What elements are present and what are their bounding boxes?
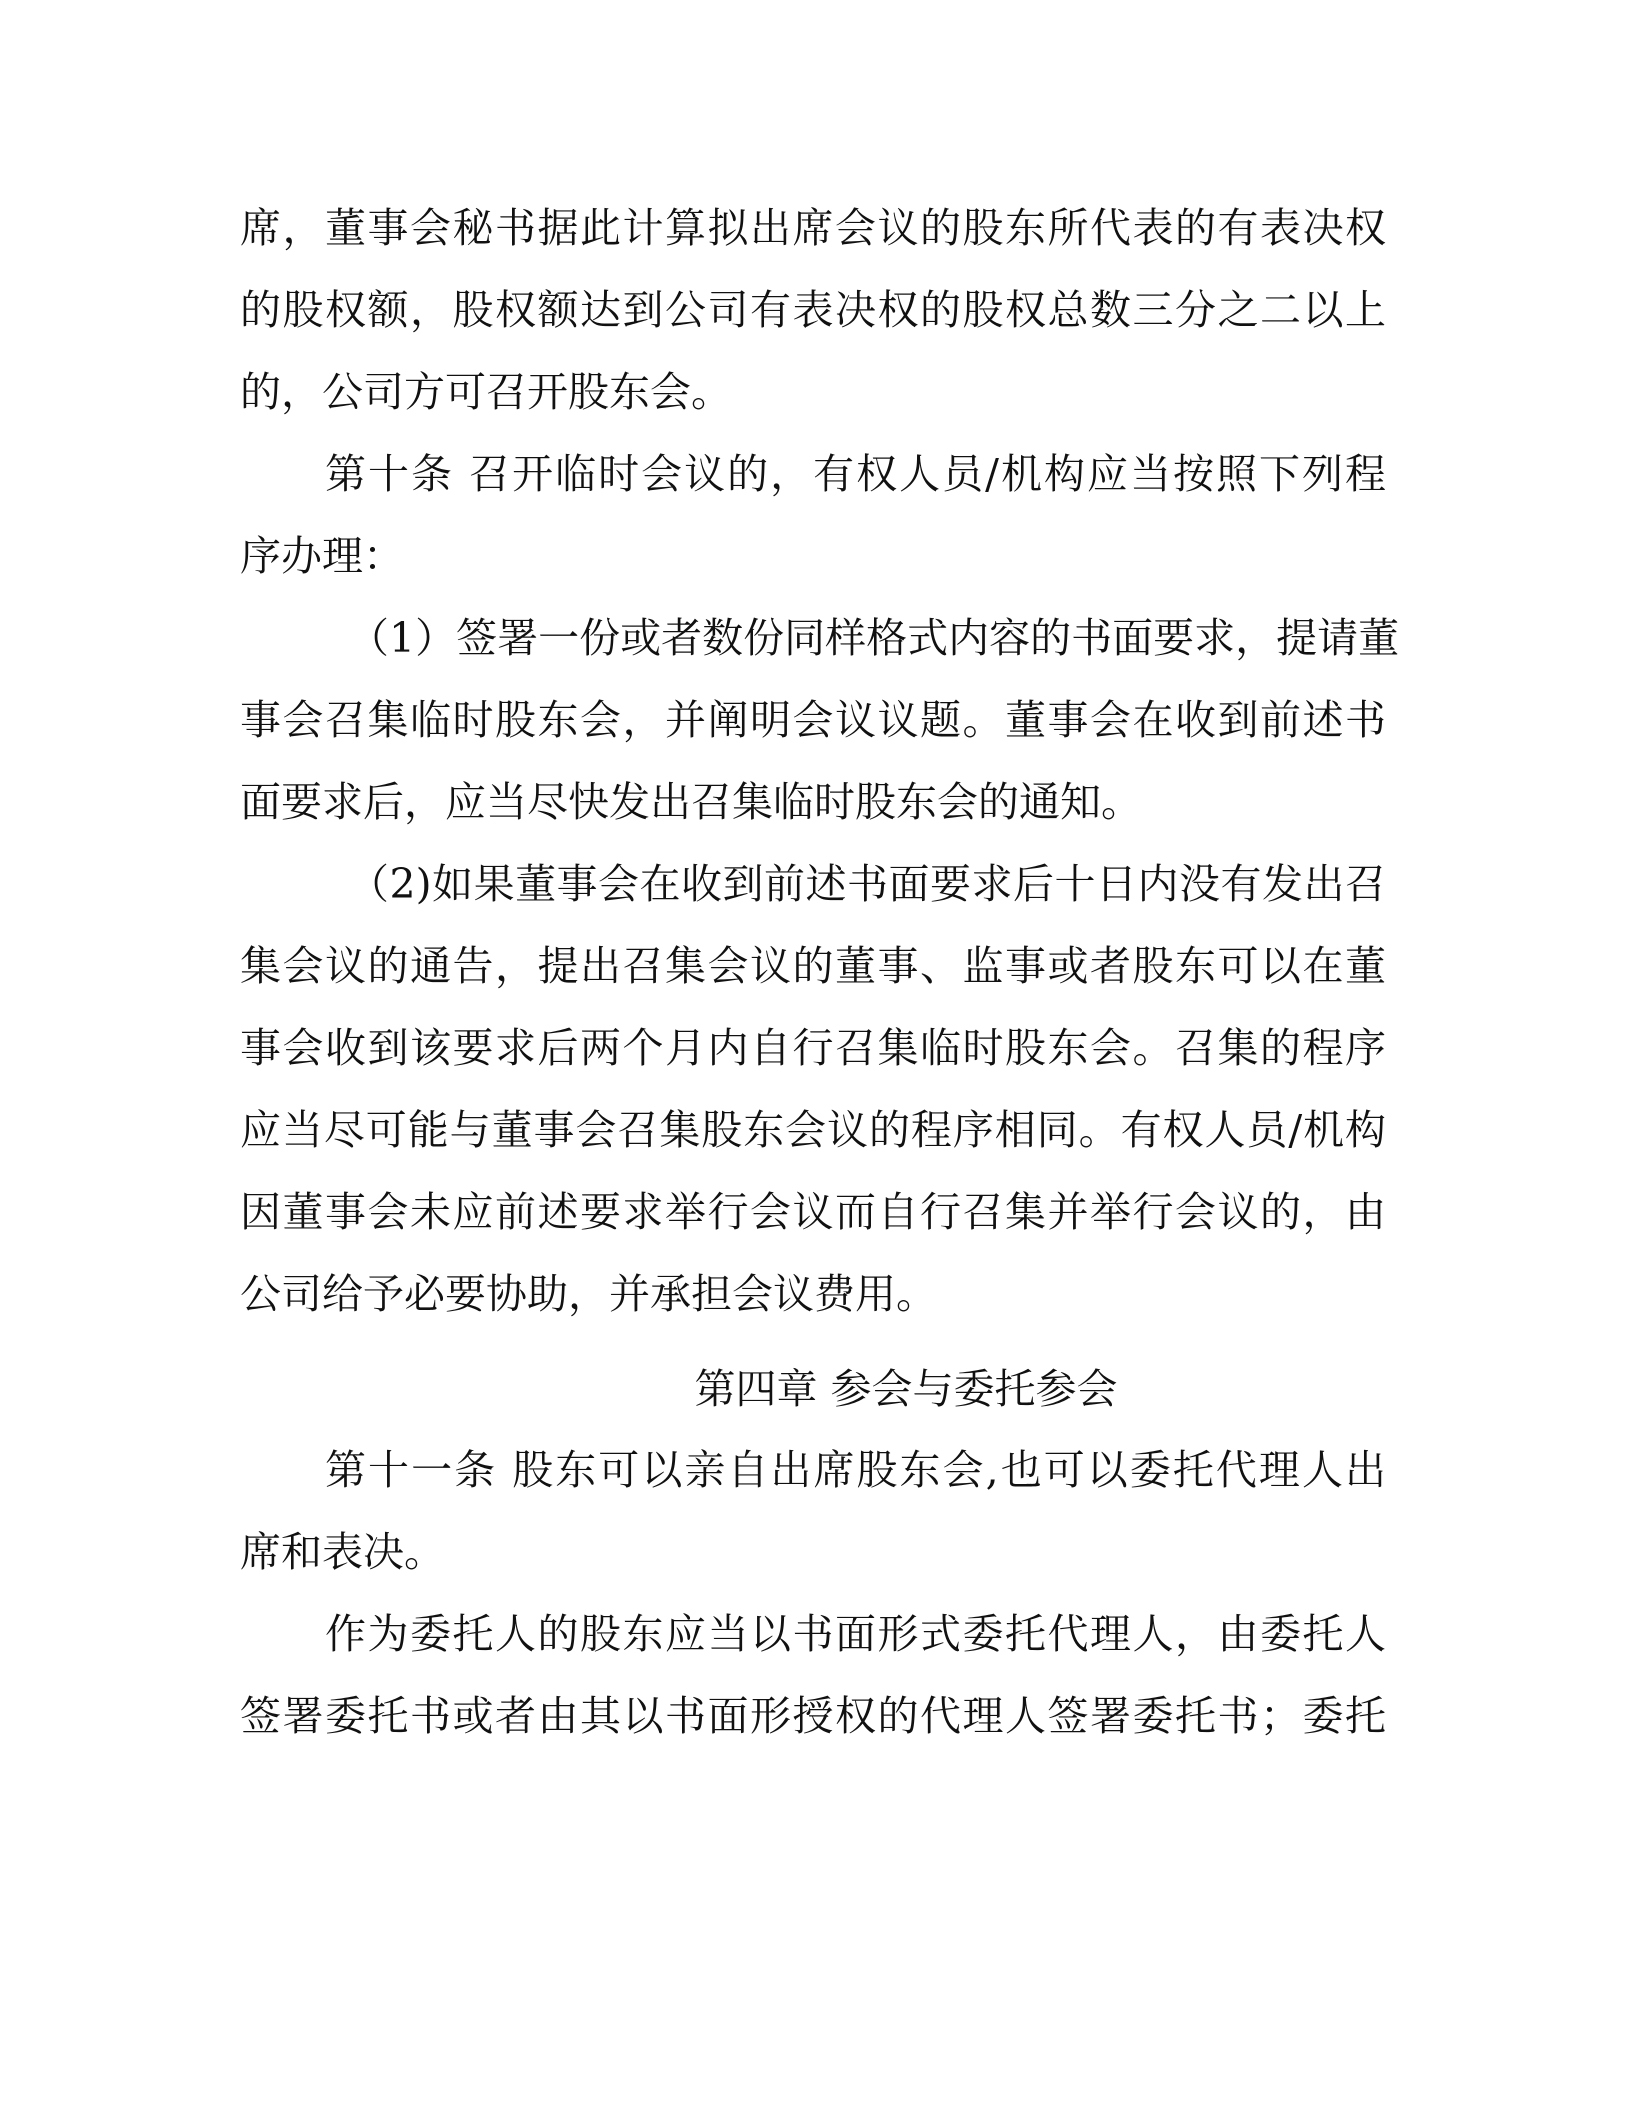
paragraph-line: 面要求后，应当尽快发出召集临时股东会的通知。 [240,778,1142,826]
paragraph-line: 事会召集临时股东会，并阐明会议议题。董事会在收到前述书 [240,696,1386,744]
paragraph-line: 席和表决。 [240,1528,445,1576]
paragraph-line: 公司给予必要协助，并承担会议费用。 [240,1270,937,1318]
article-10-line: 第十条 召开临时会议的，有权人员/机构应当按照下列程 [325,450,1386,498]
article-11-line: 第十一条 股东可以亲自出席股东会,也可以委托代理人出 [325,1446,1386,1494]
paragraph-line: 签署委托书或者由其以书面形授权的代理人签署委托书；委托 [240,1692,1386,1740]
paragraph-line: 事会收到该要求后两个月内自行召集临时股东会。召集的程序 [240,1024,1386,1072]
paragraph-line: 的，公司方可召开股东会。 [240,368,732,416]
clause-1-line: （1）签署一份或者数份同样格式内容的书面要求，提请董 [348,614,1400,662]
clause-2-line: （2)如果董事会在收到前述书面要求后十日内没有发出召 [348,860,1386,908]
paragraph-line: 作为委托人的股东应当以书面形式委托代理人，由委托人 [325,1610,1386,1658]
chapter-heading: 第四章 参会与委托参会 [694,1365,1118,1413]
paragraph-line: 的股权额，股权额达到公司有表决权的股权总数三分之二以上 [240,286,1386,334]
paragraph-line: 序办理： [240,532,404,580]
paragraph-line: 席，董事会秘书据此计算拟出席会议的股东所代表的有表决权 [240,204,1386,252]
paragraph-line: 应当尽可能与董事会召集股东会议的程序相同。有权人员/机构 [240,1106,1386,1154]
paragraph-line: 集会议的通告，提出召集会议的董事、监事或者股东可以在董 [240,942,1386,990]
paragraph-line: 因董事会未应前述要求举行会议而自行召集并举行会议的，由 [240,1188,1386,1236]
